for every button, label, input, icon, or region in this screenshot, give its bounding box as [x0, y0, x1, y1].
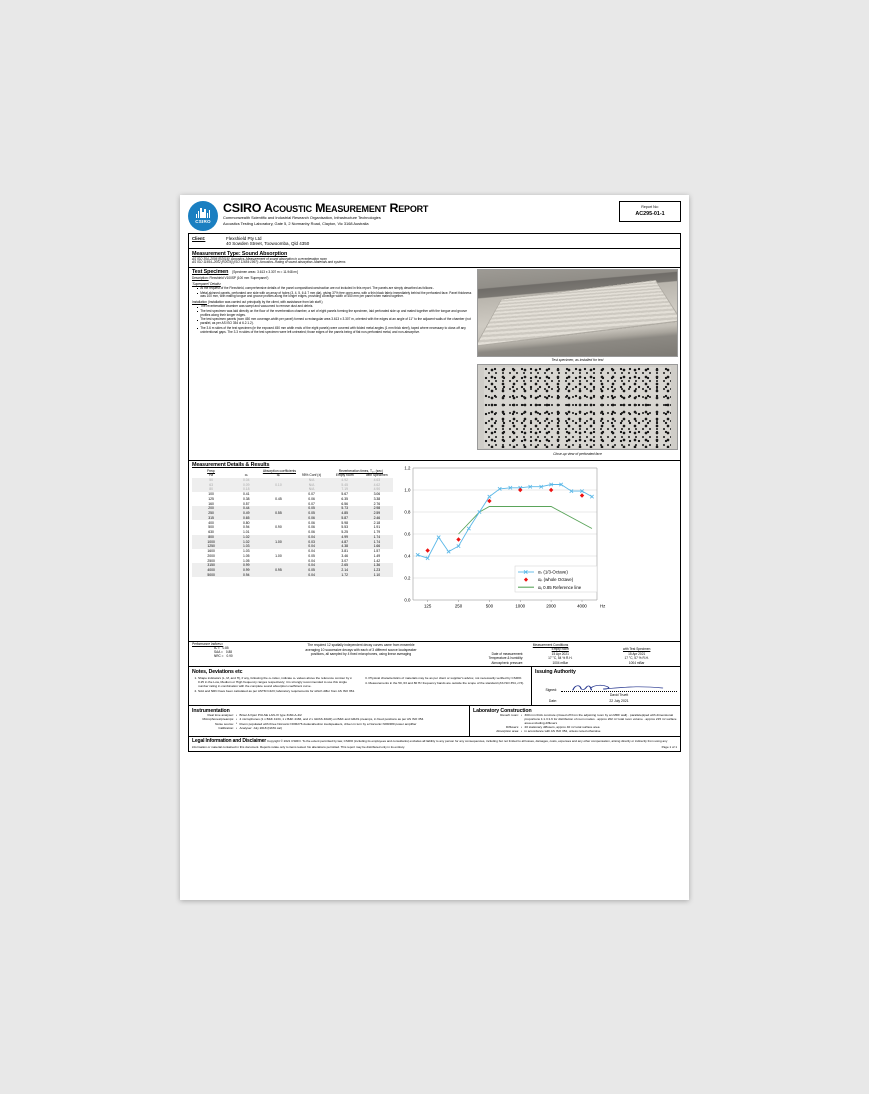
cell-empty-room: 4.92 [341, 477, 349, 482]
list-item: The test specimen panels (nom 450 mm coverage-width per panel) formed a rectangular area 3.613 x 3.307 m, oriented with the edges at an angle of 11° to the adjacent walls of the chamber (not parallel, as per AS ISO 354 cl 6.2.1.2). [197, 318, 472, 326]
perf-value: 0.85 [222, 646, 229, 651]
chart-legend-label: αₚ (whole Octave) [538, 576, 574, 582]
cell-alpha-s: 0.80 [242, 520, 250, 525]
lab-value: • in accordance with AS ISO 354, unless noted otherwise [521, 730, 677, 734]
cell-empty-room: 5.73 [341, 506, 349, 511]
cell-empty-room: 2.65 [341, 563, 349, 568]
cell-conf: 0.04 [308, 558, 315, 563]
condition-label: Atmospheric pressure: [491, 660, 524, 665]
lab-key: Absorption area: [496, 729, 519, 734]
cell-alpha-s: 0.99 [242, 563, 250, 568]
cell-hz: 2500 [207, 558, 215, 563]
cell-conf: 0.07 [308, 492, 315, 497]
cell-conf: 0.03 [308, 539, 315, 544]
cell-empty-room: 4.99 [341, 534, 349, 539]
instrument-value: • 4 microphones (1 x B&K 4134, 1 x B&K 4166, and 2 x GRAS 40AR) on B&K and GRAS preamps, in fixed positions as per AS ISO 354 [236, 718, 466, 722]
chart-x-tick: 4000 [577, 603, 587, 609]
cell-alpha-s: 1.02 [242, 539, 250, 544]
cell-empty-room: 5.98 [341, 520, 349, 525]
chart-x-tick: 2000 [546, 603, 557, 609]
cell-alpha-s: 1.05 [242, 558, 250, 563]
table-row [424, 660, 677, 664]
cell-hz: 3150 [207, 563, 215, 568]
col-alpha-p: αₚ [276, 473, 281, 478]
org-line-2: Acoustics Testing Laboratory, Gate 5, 2 Normanby Road, Clayton, Vic 3168 Australia [223, 221, 369, 227]
cell-empty-room: 1.72 [341, 572, 349, 577]
table-row [192, 573, 393, 578]
cell-hz: 125 [208, 496, 214, 501]
client-name: Flexshield Pty Ltd [226, 235, 262, 241]
condition-empty: 1004 mBar [552, 660, 569, 665]
cell-alpha-p: 0.10 [275, 482, 282, 487]
lab-value: • 20 stationary diffusers, approx 40 m² total surface area [521, 726, 677, 730]
cell-conf: 0.04 [308, 534, 315, 539]
notes-panel [189, 667, 532, 705]
test-specimen-box [188, 268, 681, 461]
condition-spec: 17 °C, 57 % R.H. [624, 656, 649, 661]
condition-label: Date of measurement: [491, 651, 524, 656]
cell-with-specimen: 1.49 [373, 553, 381, 558]
cell-conf: N/A [308, 482, 315, 487]
lab-value: • 300 mm thick concrete (closed off from the adjoining room by an MDF wall) · parallelepiped with dimensional proportions 1:1.3:1.6 for distribution of room modes · approx 202 m³ total room volume · approx 215 m² surface area excluding diffusers [521, 714, 677, 726]
cell-with-specimen: 1.74 [373, 539, 381, 544]
cell-hz: 1000 [207, 539, 215, 544]
cell-alpha-s: 1.01 [242, 530, 250, 535]
cell-hz: 500 [208, 525, 214, 530]
cell-alpha-s: 0.09 [242, 482, 250, 487]
condition-spec: 15 Apr 2021 [628, 651, 646, 656]
cell-conf: 0.06 [308, 520, 315, 525]
cell-conf: 0.06 [308, 525, 315, 530]
absorption-chart-panel [395, 461, 680, 641]
cell-hz: 2000 [207, 553, 215, 558]
cell-with-specimen: 1.23 [373, 568, 381, 573]
cell-conf: N/A [308, 487, 315, 492]
cell-hz: 1600 [207, 549, 215, 554]
results-table-body [192, 478, 393, 578]
cell-alpha-p: 0.45 [275, 496, 282, 501]
chart-x-tick: 250 [454, 603, 463, 609]
conditions-col-empty: Empty room [551, 647, 569, 652]
list-item: 3. Physical characteristics of materials may be as per client or supplier's advice; not necessarily verified by CSIRO. [369, 677, 529, 681]
cell-hz: 315 [208, 515, 214, 520]
chart-x-axis-label: Hz [600, 603, 606, 609]
photo1-caption: Test specimen, as installed for test [551, 358, 604, 363]
lab-row [473, 730, 677, 734]
cell-alpha-s: 0.04 [242, 477, 250, 482]
conditions-table [424, 647, 677, 665]
cell-hz: 4000 [207, 568, 215, 573]
cell-with-specimen: 1.74 [373, 534, 381, 539]
cell-empty-room: 4.38 [341, 544, 349, 549]
cell-conf: 0.05 [308, 506, 315, 511]
instrument-key: Real time analyser: [207, 713, 234, 718]
cell-alpha-s: 1.02 [242, 534, 250, 539]
cell-alpha-p: 1.00 [275, 553, 282, 558]
org-line-1: Commonwealth Scientific and Industrial Research Organisation, Infrastructure Technologies [223, 215, 381, 221]
cell-conf: 0.05 [308, 568, 315, 573]
cell-alpha-p: 0.90 [275, 525, 282, 530]
chart-x-tick: 500 [485, 603, 494, 609]
legal-box [188, 737, 681, 752]
instrument-key: Calibration: [218, 725, 234, 730]
authority-heading: Issuing Authority [535, 668, 576, 675]
report-number-box [619, 201, 681, 222]
issuing-authority-panel [532, 667, 680, 705]
col-hz: Hz [209, 473, 214, 478]
list-item: Metal-skinned panels, perforated one side with an array of holes (3, 4, 5, 6 & 7 mm dia), giving 37% free open area, with a thin black fabric immediately behind the perforated face. Panel thickness was 100 mm, with mating tongue and groove profiles along the longer edges, providing coverage width of 450 mm per panel when mated together. [197, 292, 472, 300]
cell-conf: 0.07 [308, 501, 315, 506]
chart-y-tick: 0.0 [404, 597, 411, 603]
description-label: Description: [192, 276, 209, 281]
cell-empty-room: 4.85 [341, 511, 349, 516]
test-specimen-heading: Test Specimen [192, 269, 229, 276]
cell-with-specimen: 2.98 [373, 506, 381, 511]
cell-empty-room: 4.87 [341, 539, 349, 544]
cell-with-specimen: 2.46 [373, 515, 381, 520]
notes-heading: Notes, Deviations etc [192, 668, 243, 675]
report-number-label: Report No: [641, 205, 659, 209]
cell-empty-room: 5.67 [341, 492, 349, 497]
list-item: The 3.6 m sides of the test specimen (ie the exposed 450 mm width ends of the eight panels) were covered with folded metal angles (1 mm thick steel), taped where necessary to close-off any unintentional gaps. The 3.3 m sides of the test specimen were left untreated; those edges of the panels being of flat non-perforated metal, and non-absorptive. [197, 327, 472, 335]
perf-label: SAA = [214, 650, 223, 655]
measurement-type-box [188, 249, 681, 268]
perf-label: NRC = [214, 654, 224, 659]
col-with-specimen: with Specimen [366, 473, 388, 478]
condition-label: Temperature & humidity: [488, 656, 524, 661]
lab-row [473, 714, 677, 726]
condition-empty: 17 °C, 54 % R.H. [548, 656, 573, 661]
cell-empty-room: 5.25 [341, 530, 349, 535]
installation-note: (Installation was carried out principally by the client, with assistance from lab staff.) [207, 299, 323, 304]
chart-y-tick: 0.2 [404, 575, 411, 581]
cell-alpha-s: 1.03 [242, 549, 250, 554]
instrumentation-panel [189, 706, 470, 736]
cell-empty-room: 3.81 [341, 549, 349, 554]
chart-x-tick: 125 [423, 603, 432, 609]
installation-label: Installation [192, 299, 208, 304]
cell-with-specimen: 2.59 [373, 511, 381, 516]
cell-conf: 0.06 [308, 515, 315, 520]
cell-alpha-s: 0.18 [242, 487, 250, 492]
cell-conf: 0.04 [308, 549, 315, 554]
instrumentation-box [188, 706, 681, 737]
date-row [535, 699, 677, 703]
decay-curve-note: The required 12 spatially independent decay curves came from ensemble averaging 10 successive decays with each of 3 different source loudspeaker positions, all sampled by 4 fixed microphones, using linear averaging [305, 643, 417, 656]
cell-with-specimen: 1.66 [373, 544, 381, 549]
results-table [192, 469, 393, 578]
col-alpha-s: αₛ [244, 473, 248, 478]
list-item: At the request of the Flexshield, comprehensive details of the panel composition/construction are not included in this report. The panels are simply described as follows:- [197, 287, 472, 291]
report-header [188, 201, 681, 231]
instrument-value: • Brüel & Kjær PULSE LAN-XI type 3160-A-4/2 [236, 714, 466, 718]
cell-hz: 1250 [207, 544, 215, 549]
instrument-value: • Analyser: July 2018 (NATA cal) [236, 727, 466, 731]
perf-label: αᵥ = [214, 646, 220, 651]
chart-y-tick: 0.4 [404, 553, 411, 559]
cell-with-specimen: 4.90 [373, 487, 381, 492]
performance-heading: Performance Indices¹² [192, 642, 223, 647]
condition-empty: 15 Apr 2021 [551, 651, 569, 656]
cell-hz: 400 [208, 520, 214, 525]
cell-with-specimen: 1.91 [373, 525, 381, 530]
specimen-photo-closeup [477, 364, 678, 450]
legal-heading: Legal Information and Disclaimer [192, 738, 267, 745]
cell-hz: 100 [208, 492, 214, 497]
report-page [180, 195, 689, 900]
perf-row [192, 655, 302, 659]
cell-hz: 800 [208, 534, 214, 539]
results-table-panel [189, 461, 395, 641]
instrumentation-heading: Instrumentation [192, 707, 230, 714]
cell-conf: 0.04 [308, 563, 315, 568]
list-item: The reverberation chamber was swept and vacuumed to remove dust and debris. [197, 305, 472, 309]
test-specimen-photos [475, 268, 680, 460]
cell-with-specimen: 1.36 [373, 563, 381, 568]
col-group-absorption: Absorption coefficients [262, 468, 296, 473]
client-label: Client: [192, 235, 206, 241]
cell-with-specimen: 1.79 [373, 530, 381, 535]
standard-1: AS ISO 354–2006 [R2016]: Acoustics–Measurement of sound absorption in a reverberation room [192, 256, 328, 261]
results-heading: Measurement Details & Results [192, 461, 270, 468]
cell-alpha-s: 0.94 [242, 525, 250, 530]
cell-alpha-s: 0.99 [242, 568, 250, 573]
signature-field[interactable] [561, 685, 677, 692]
chart-legend-label: αᵥ 0.85 Reference line [538, 584, 582, 590]
cell-empty-room: 5.45 [341, 482, 349, 487]
lab-key: Reverb room: [500, 713, 519, 718]
cell-alpha-s: 0.65 [242, 515, 250, 520]
description-value: Flexshield V100SP (100 mm 'Superpanel') [209, 276, 269, 281]
test-specimen-text [189, 268, 475, 460]
cell-conf: 0.04 [308, 544, 315, 549]
installation-bullets [192, 305, 472, 334]
client-address: 40 Sowden Street, Toowoomba, Qld 4350 [226, 241, 310, 247]
cell-hz: 250 [208, 511, 214, 516]
cell-conf: 0.06 [308, 530, 315, 535]
cell-alpha-s: 0.41 [242, 492, 250, 497]
report-number-value: AC295-01-1 [635, 211, 665, 218]
cell-alpha-p: 1.00 [275, 539, 282, 544]
chart-x-tick: 1000 [515, 603, 526, 609]
cell-empty-room: 3.07 [341, 558, 349, 563]
cell-alpha-s: 0.38 [242, 496, 250, 501]
col-group-reverb: Reverberation times, T₂₀ (sec) [338, 468, 383, 473]
csiro-logo-icon [188, 201, 218, 231]
superpanel-label: 'Superpanel' Details³ [192, 281, 221, 286]
cell-alpha-p: 0.95 [275, 568, 282, 573]
lab-key: Diffusers: [505, 725, 519, 730]
page-title: CSIRO Acoustic Measurement Report [223, 201, 429, 215]
logo-wordmark: CSIRO [195, 218, 211, 224]
lab-construction-panel [470, 706, 680, 736]
chart-y-tick: 0.8 [404, 509, 411, 515]
cell-alpha-p [262, 573, 294, 578]
cell-with-specimen: 2.76 [373, 501, 381, 506]
date-label: Date: [548, 698, 557, 703]
chart-y-tick: 1.0 [404, 487, 411, 493]
cell-empty-room: 5.87 [341, 515, 349, 520]
cell-with-specimen: 3.06 [373, 492, 381, 497]
lab-heading: Laboratory Construction [473, 707, 532, 714]
legal-text: Copyright © 2021 CSIRO. To the extent permitted by law, CSIRO (including its employees and consultants) excludes all liability to any person for any consequences, including but not limited to all losses, damages, costs, expenses and any other compensation, arising directly or indirectly from using any information or material contained in this document. Reports relate only to items tested. No alterations permitted. This report may be distributed only in its entirety. [192, 739, 668, 750]
cell-with-specimen: 1.10 [373, 572, 381, 577]
list-item: 4. Measurements in the 50, 63 and 80 Hz frequency bands are outside the scope of the standard (AS ISO 354, cl 5). [369, 682, 529, 686]
instrument-key: Noise source: [215, 721, 234, 726]
cell-alpha-s: 0.57 [242, 501, 250, 506]
cell-empty-room: 2.14 [341, 568, 349, 573]
cell-conf: N/A [308, 477, 315, 482]
cell-alpha-s: 1.05 [242, 553, 250, 558]
measurement-conditions [420, 643, 677, 665]
notes-list-left [192, 677, 358, 694]
col-group-freq: Freq¹ [207, 468, 216, 473]
cell-hz: 5000 [207, 572, 215, 577]
performance-indices [192, 643, 302, 665]
date-value: 22 July 2021 [609, 698, 629, 703]
cell-empty-room: 7.19 [341, 487, 349, 492]
photo2-caption: Close-up view of perforated face [553, 451, 602, 456]
cell-hz: 80 [209, 487, 213, 492]
notes-list-right [363, 677, 529, 686]
cell-with-specimen: 1.57 [373, 549, 381, 554]
chart-legend-label: αₛ (1/3-Octave) [538, 569, 568, 575]
cell-empty-room: 5.53 [341, 525, 349, 530]
cell-alpha-s: 1.03 [242, 544, 250, 549]
cell-with-specimen: 1.42 [373, 558, 381, 563]
cell-alpha-s: 0.44 [242, 506, 250, 511]
measurement-type-heading: Measurement Type: Sound Absorption [192, 250, 288, 257]
conditions-col-spec: with Test Specimen [622, 647, 651, 652]
specimen-area-note: [Specimen area¹: 3.613 x 3.307 m = 11.948 m²] [232, 270, 299, 275]
conditions-heading: Measurement Conditions [532, 643, 569, 648]
standard-2: AS ISO 11654–2002 [R2016] (ISO 11654:1997): Acoustics–Rating of sound absorption–Materials and systems [192, 260, 346, 265]
cell-hz: 63 [209, 482, 213, 487]
results-box [188, 461, 681, 668]
cell-conf: 0.06 [308, 496, 315, 501]
perf-value: 0.88 [225, 650, 232, 655]
condition-spec: 1004 mBar [628, 660, 645, 665]
col-empty-room: Empty room [335, 473, 354, 478]
perf-value: 0.90 [226, 654, 233, 659]
cell-alpha-s: 0.94 [242, 572, 250, 577]
cell-with-specimen: 3.38 [373, 496, 381, 501]
cell-hz: 160 [208, 501, 214, 506]
cell-with-specimen: 4.62 [373, 482, 381, 487]
superpanel-bullets [192, 287, 472, 299]
cell-with-specimen: 4.63 [373, 477, 381, 482]
chart-y-tick: 1.2 [404, 465, 411, 471]
notes-box [188, 667, 681, 706]
instrument-value: • Room populated with three Norsonic NOR276 dodecahedron loudspeakers, driven in turn by a Norsonic NOR280 power amplifier [236, 723, 466, 727]
signature-icon [570, 684, 667, 691]
instrument-row [192, 727, 466, 731]
cell-hz: 630 [208, 530, 214, 535]
specimen-photo-installed [477, 269, 678, 357]
cell-empty-room: 6.56 [341, 501, 349, 506]
signature-row [535, 685, 677, 692]
list-item: 2. SAA and NRC have been calculated as per ASTM C423; laboratory requirements for which differ from AS ISO 354. [198, 690, 358, 694]
cell-conf: 0.05 [308, 511, 315, 516]
cell-alpha-p: 0.55 [275, 511, 282, 516]
list-item: The test specimen was laid directly on the floor of the reverberation chamber, a set of eight panels forming the specimen, laid perforated side up and mated together with the tongue and groove profiles along their longer edges. [197, 310, 472, 318]
cell-hz: 50 [209, 477, 213, 482]
page-number: Page 1 of 1 [661, 745, 677, 750]
list-item: 1. Shape indicators (L, M, and H), if any, following the αᵥ index, indicate αₛ values above the reference contour by ≥ 0.25 in the Low, Medium or High frequency ranges respectively; it is strongly recommended to use this single number rating in combination with the complete sound absorption coefficient curve. [198, 677, 358, 689]
cell-conf: 0.04 [308, 572, 315, 577]
instrument-key: Microphones/preamps: [202, 717, 234, 722]
absorption-chart [397, 462, 607, 640]
signer-name: David Truett [609, 693, 629, 698]
logo-bars-icon [196, 208, 210, 218]
signer-name-row [535, 693, 677, 697]
signed-label: Signed: [545, 688, 557, 692]
cell-empty-room: 3.46 [341, 553, 349, 558]
cell-hz: 200 [208, 506, 214, 511]
cell-alpha-s: 0.49 [242, 511, 250, 516]
col-conf: 95% Conf (±) [301, 473, 322, 478]
cell-with-specimen: 2.18 [373, 520, 381, 525]
chart-y-tick: 0.6 [404, 531, 411, 537]
client-box [188, 233, 681, 249]
cell-conf: 0.05 [308, 553, 315, 558]
cell-empty-room: 6.35 [341, 496, 349, 501]
